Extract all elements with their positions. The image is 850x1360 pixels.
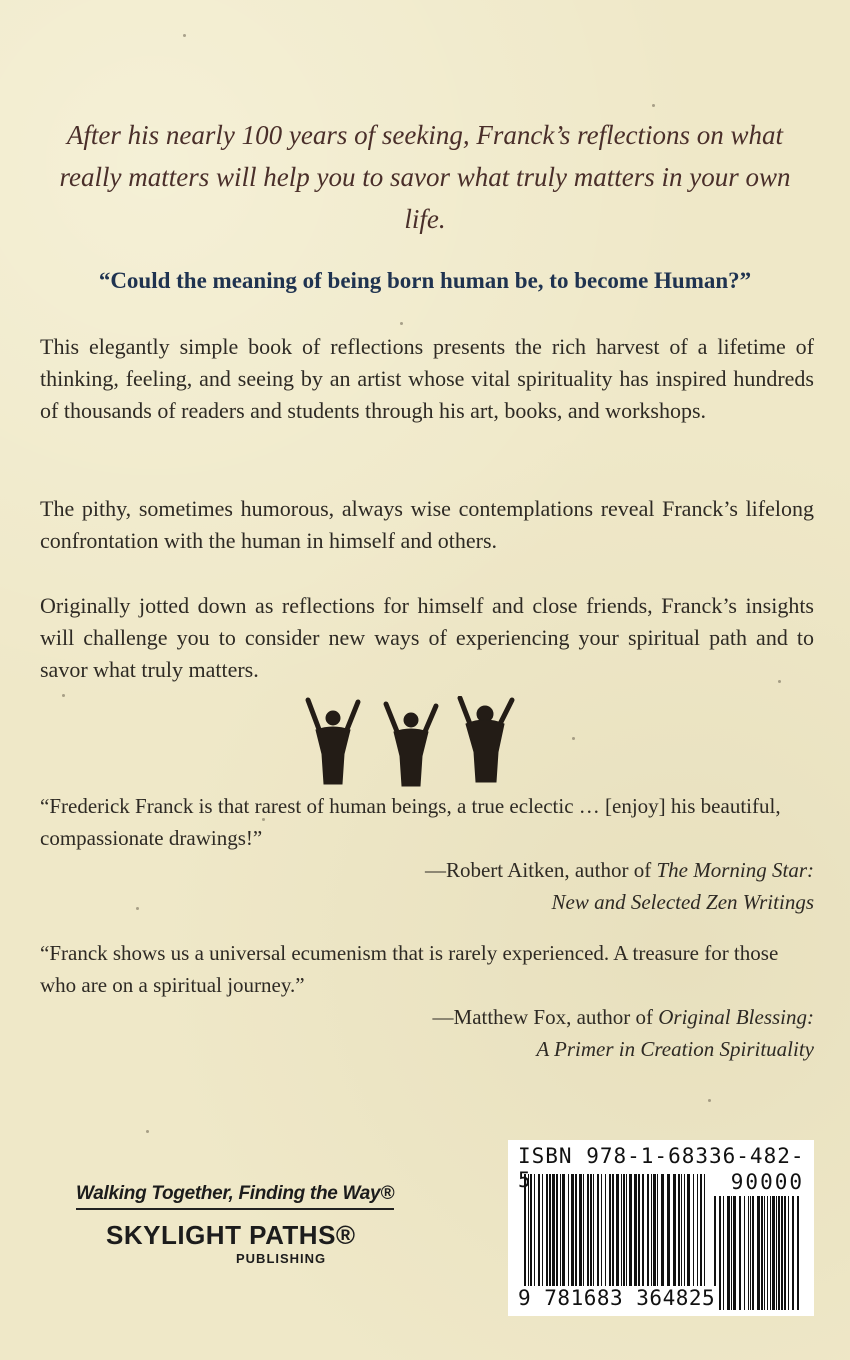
endorser-book-subtitle: A Primer in Creation Spirituality [536,1037,814,1061]
isbn-number: ISBN 978-1-68336-482-5 [518,1144,805,1192]
endorser-book-subtitle-line [40,1033,814,1065]
paper-speck [708,1099,711,1102]
paper-speck [62,694,65,697]
endorsement-text: “Frederick Franck is that rarest of human beings, a true eclectic … [enjoy] his beautiful, compassionate drawings!” [40,794,781,850]
endorsement-blurb [40,790,814,918]
endorsement-text: “Franck shows us a universal ecumenism that is rarely experienced. A treasure for those who are on a spiritual journey.” [40,941,779,997]
endorser-name: —Robert Aitken, author of [424,858,652,882]
paper-speck [572,737,575,740]
paper-speck [652,104,655,107]
price-addon-number: 90000 [730,1170,804,1194]
ean-number: 9 781683 364825 [514,1286,719,1310]
endorser-book-title: Original Blessing: [658,1005,814,1029]
publisher-logo [76,1183,416,1266]
endorser-book-subtitle: New and Selected Zen Writings [551,890,814,914]
endorsement-attribution [40,1001,814,1033]
paper-speck [400,322,403,325]
paper-speck [146,1130,149,1133]
endorsement-attribution [40,854,814,886]
description-paragraph: This elegantly simple book of reflections presents the rich harvest of a lifetime of thinking, feeling, and seeing by an artist whose vital spirituality has inspired hundreds of thousands of readers and students through his art, books, and workshops. [40,334,814,423]
publisher-brand: SKYLIGHT PATHS® [106,1220,356,1250]
description-paragraph: Originally jotted down as reflections for himself and close friends, Franck’s insights will challenge you to consider new ways of experiencing your spiritual path and to savor what truly matters. [40,593,814,682]
three-praying-figures-icon [298,696,538,788]
endorser-name: —Matthew Fox, author of [432,1005,653,1029]
isbn-barcode [508,1140,814,1316]
featured-quote: “Could the meaning of being born human be, to become Human?” [98,268,752,293]
endorser-book-subtitle-line [40,886,814,918]
endorser-book-title: The Morning Star: [656,858,814,882]
cover-tagline: After his nearly 100 years of seeking, Franck’s reflections on what really matters will help you to savor what truly matters in your own life. [59,120,791,234]
endorsement-blurb [40,937,814,1065]
publisher-motto: Walking Together, Finding the Way® [76,1183,394,1210]
paper-speck [183,34,186,37]
publisher-subtitle: PUBLISHING [236,1251,327,1266]
description-paragraph: The pithy, sometimes humorous, always wise contemplations reveal Franck’s lifelong confrontation with the human in himself and others. [40,496,814,553]
